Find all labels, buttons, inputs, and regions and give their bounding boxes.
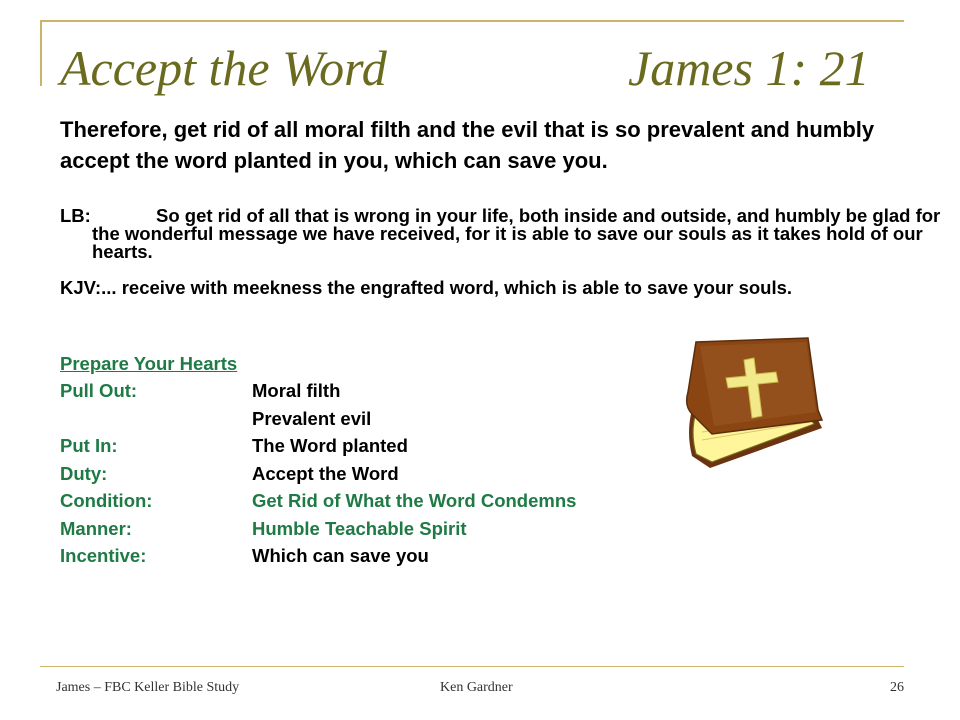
translation-kjv <box>60 279 942 297</box>
outline-row <box>60 405 576 433</box>
footer-page-number: 26 <box>890 680 904 695</box>
title-reference: James 1: 21 <box>628 40 870 96</box>
outline-label: Manner: <box>60 517 132 539</box>
outline-label: Condition: <box>60 490 153 511</box>
frame-left-line <box>40 20 42 86</box>
footer-author: Ken Gardner <box>440 680 513 695</box>
slide-title <box>60 38 870 98</box>
outline-value: The Word planted <box>252 435 408 456</box>
bible-icon <box>682 332 827 472</box>
outline <box>60 351 576 570</box>
footer-course-title: James – FBC Keller Bible Study <box>56 680 240 695</box>
outline-row <box>60 515 576 543</box>
title-text: Accept the Word <box>60 40 387 96</box>
outline-row <box>60 377 576 405</box>
outline-value: Accept the Word <box>252 462 399 484</box>
outline-value: Get Rid of What the Word Condemns <box>252 490 577 511</box>
outline-label: Duty: <box>60 462 108 484</box>
outline-row <box>60 487 576 515</box>
outline-heading: Prepare Your Hearts <box>60 353 238 374</box>
outline-value: Moral filth <box>252 380 341 401</box>
outline-row <box>60 542 576 570</box>
outline-label: Pull Out: <box>60 380 138 401</box>
outline-label: Put In: <box>60 435 118 456</box>
footer-divider <box>40 666 904 667</box>
translation-text: ... receive with meekness the engrafted word, which is able to save your souls. <box>101 277 793 298</box>
translation-label: KJV: <box>60 277 102 298</box>
translation-label: LB: <box>60 205 91 226</box>
translation-text: So get rid of all that is wrong in your life, both inside and outside, and humbly be glad for the wonderful message we have received, for it is able to save our souls as it takes hold of our hearts. <box>92 205 941 262</box>
outline-row <box>60 460 576 488</box>
outline-value: Humble Teachable Spirit <box>252 517 467 539</box>
main-verse: Therefore, get rid of all moral filth and the evil that is so prevalent and humbly accept the word planted in you, which can save you. <box>60 117 875 173</box>
outline-rows <box>60 377 576 570</box>
outline-label: Incentive: <box>60 545 147 566</box>
outline-value: Which can save you <box>252 545 429 566</box>
frame-top-line <box>40 20 904 22</box>
outline-value: Prevalent evil <box>252 407 372 429</box>
outline-row <box>60 432 576 460</box>
translation-lb <box>60 207 942 261</box>
